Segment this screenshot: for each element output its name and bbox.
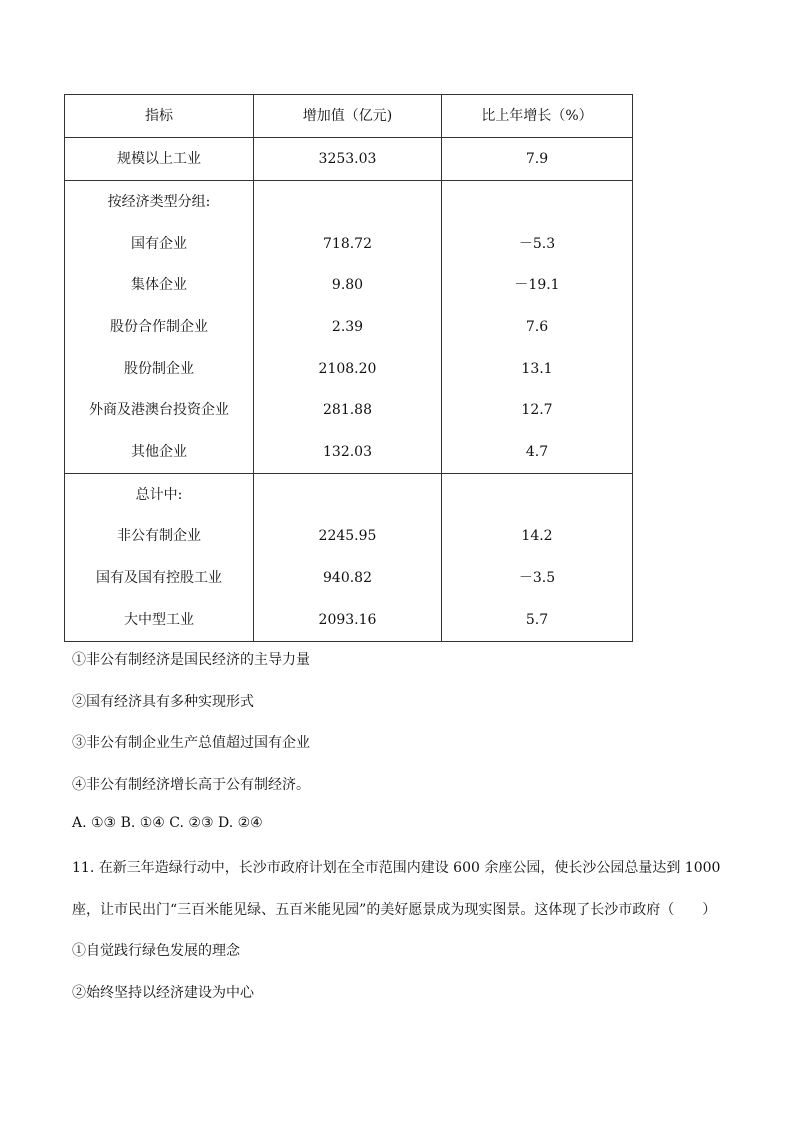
row-growth: 5.7	[442, 599, 633, 641]
row-label: 其他企业	[65, 431, 254, 473]
row-value: 2.39	[254, 306, 442, 348]
question-11-line-1: 11. 在新三年造绿行动中，长沙市政府计划在全市范围内建设 600 余座公园，使长沙公园总量达到 1000	[72, 860, 721, 876]
table-row	[65, 516, 633, 558]
row-value: 940.82	[254, 557, 442, 599]
row-value: 718.72	[254, 223, 442, 265]
group-label-row	[65, 473, 633, 515]
row-value: 2093.16	[254, 599, 442, 641]
industry-statistics-table	[64, 94, 633, 642]
option-2: ②国有经济具有多种实现形式	[72, 694, 254, 710]
row-growth: －3.5	[442, 557, 633, 599]
table-row	[65, 389, 633, 431]
row-value: 281.88	[254, 389, 442, 431]
row-growth: 4.7	[442, 431, 633, 473]
row-growth: －5.3	[442, 223, 633, 265]
header-indicator: 指标	[65, 95, 254, 138]
row-label: 国有企业	[65, 223, 254, 265]
row-label: 大中型工业	[65, 599, 254, 641]
table-row	[65, 431, 633, 473]
question-11-option-2: ②始终坚持以经济建设为中心	[72, 985, 254, 1001]
row-label: 股份制企业	[65, 348, 254, 390]
answer-choices: A. ①③ B. ①④ C. ②③ D. ②④	[72, 815, 263, 831]
row-growth: －19.1	[442, 264, 633, 306]
question-11-line-2: 座，让市民出门“三百米能见绿、五百米能见园”的美好愿景成为现实图景。这体现了长沙市政府（ ）	[72, 902, 717, 918]
option-3: ③非公有制企业生产总值超过国有企业	[72, 735, 310, 751]
table-row	[65, 557, 633, 599]
header-value-added: 增加值（亿元)	[254, 95, 442, 138]
table-row	[65, 306, 633, 348]
row-growth: 7.6	[442, 306, 633, 348]
table-row	[65, 223, 633, 265]
row-value: 3253.03	[254, 138, 442, 181]
row-label: 国有及国有控股工业	[65, 557, 254, 599]
group-label-row	[65, 181, 633, 223]
table-row	[65, 599, 633, 641]
row-growth: 14.2	[442, 516, 633, 558]
table-row	[65, 264, 633, 306]
group-label: 按经济类型分组:	[65, 181, 254, 223]
row-growth: 7.9	[442, 138, 633, 181]
option-1: ①非公有制经济是国民经济的主导力量	[72, 652, 310, 668]
row-value: 2245.95	[254, 516, 442, 558]
question-11-option-1: ①自觉践行绿色发展的理念	[72, 943, 240, 959]
row-growth: 12.7	[442, 389, 633, 431]
row-label: 非公有制企业	[65, 516, 254, 558]
table-header-row	[65, 95, 633, 138]
row-label: 规模以上工业	[65, 138, 254, 181]
row-growth: 13.1	[442, 348, 633, 390]
table-row	[65, 138, 633, 181]
row-label: 股份合作制企业	[65, 306, 254, 348]
row-value: 9.80	[254, 264, 442, 306]
row-label: 外商及港澳台投资企业	[65, 389, 254, 431]
row-value: 132.03	[254, 431, 442, 473]
row-value: 2108.20	[254, 348, 442, 390]
table-row	[65, 348, 633, 390]
group-label: 总计中:	[65, 473, 254, 515]
option-4: ④非公有制经济增长高于公有制经济。	[72, 777, 310, 793]
row-label: 集体企业	[65, 264, 254, 306]
header-growth: 比上年增长（%）	[442, 95, 633, 138]
